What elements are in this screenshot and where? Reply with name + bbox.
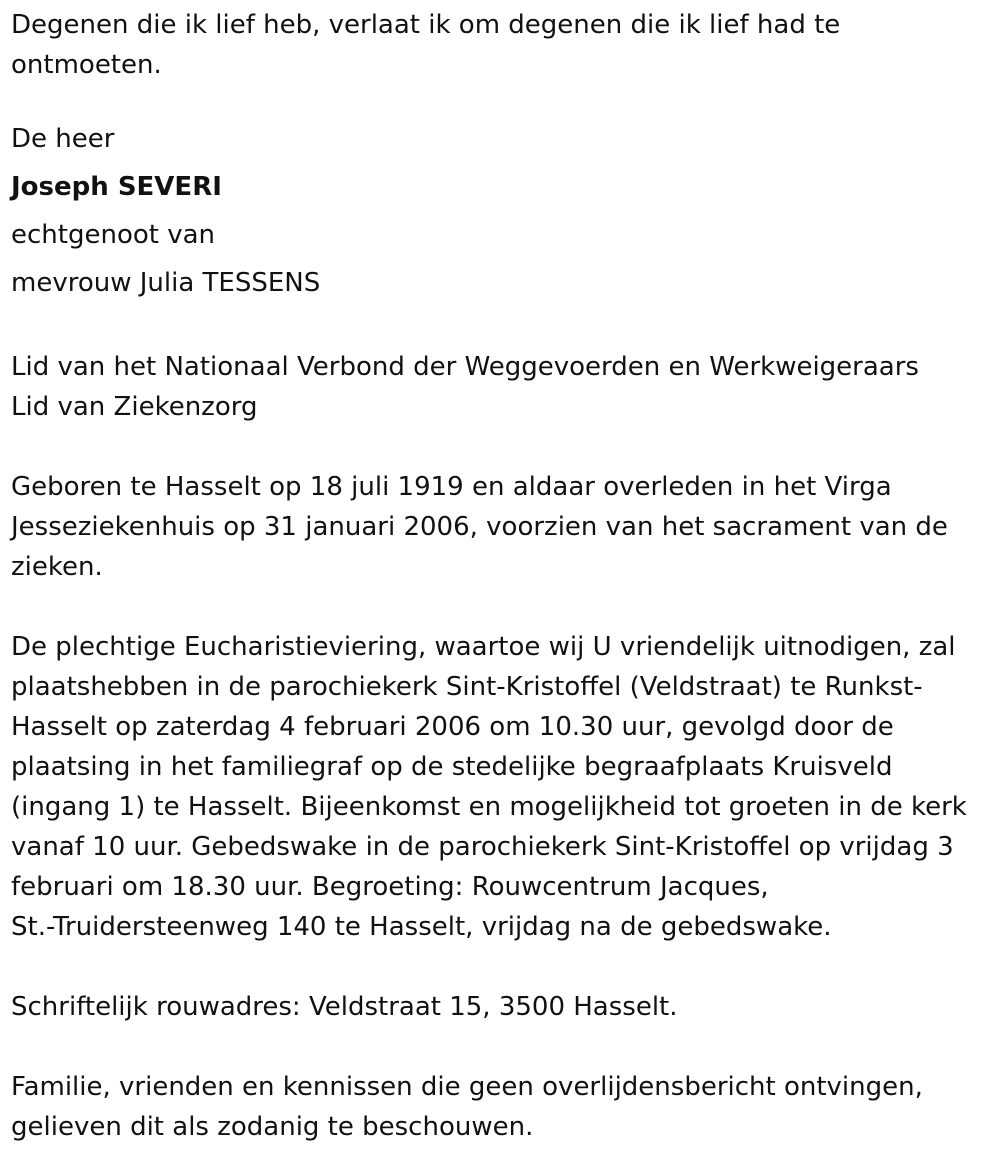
honorific: De heer [11,124,115,154]
closing-paragraph [11,1067,993,1147]
paragraph-line: Familie, vrienden en kennissen die geen overlijdensbericht ontvingen, [11,1072,923,1102]
membership-line: Lid van het Nationaal Verbond der Weggevoerden en Werkweigeraars [11,352,919,382]
paragraph-line: plaatsing in het familiegraf op de stedelijke begraafplaats Kruisveld [11,752,893,782]
paragraph-line: vanaf 10 uur. Gebedswake in de parochiekerk Sint-Kristoffel op vrijdag 3 [11,832,954,862]
memberships [11,347,993,427]
intro-quote [11,5,993,85]
deceased-block [11,115,993,307]
spouse-name: mevrouw Julia TESSENS [11,268,321,298]
paragraph-line: St.-Truidersteenweg 140 te Hasselt, vrijdag na de gebedswake. [11,912,832,942]
paragraph-line: Jesseziekenhuis op 31 januari 2006, voorzien van het sacrament van de [11,512,948,542]
paragraph-line: zieken. [11,552,103,582]
obituary-notice [11,5,993,1147]
paragraph-line: Geboren te Hasselt op 18 juli 1919 en aldaar overleden in het Virga [11,472,892,502]
deceased-name: Joseph SEVERI [11,172,222,202]
paragraph-line: gelieven dit als zodanig te beschouwen. [11,1112,534,1142]
ceremony-paragraph [11,627,993,947]
address-line: Schriftelijk rouwadres: Veldstraat 15, 3500 Hasselt. [11,992,678,1022]
intro-line: Degenen die ik lief heb, verlaat ik om degenen die ik lief had te [11,10,841,40]
birth-death-paragraph [11,467,993,587]
paragraph-line: februari om 18.30 uur. Begroeting: Rouwcentrum Jacques, [11,872,769,902]
paragraph-line: Hasselt op zaterdag 4 februari 2006 om 10.30 uur, gevolgd door de [11,712,894,742]
paragraph-line: (ingang 1) te Hasselt. Bijeenkomst en mogelijkheid tot groeten in de kerk [11,792,967,822]
mourning-address [11,987,993,1027]
paragraph-line: De plechtige Eucharistieviering, waartoe wij U vriendelijk uitnodigen, zal [11,632,956,662]
spouse-label: echtgenoot van [11,220,216,250]
membership-line: Lid van Ziekenzorg [11,392,258,422]
intro-line: ontmoeten. [11,50,162,80]
paragraph-line: plaatshebben in de parochiekerk Sint-Kristoffel (Veldstraat) te Runkst- [11,672,923,702]
